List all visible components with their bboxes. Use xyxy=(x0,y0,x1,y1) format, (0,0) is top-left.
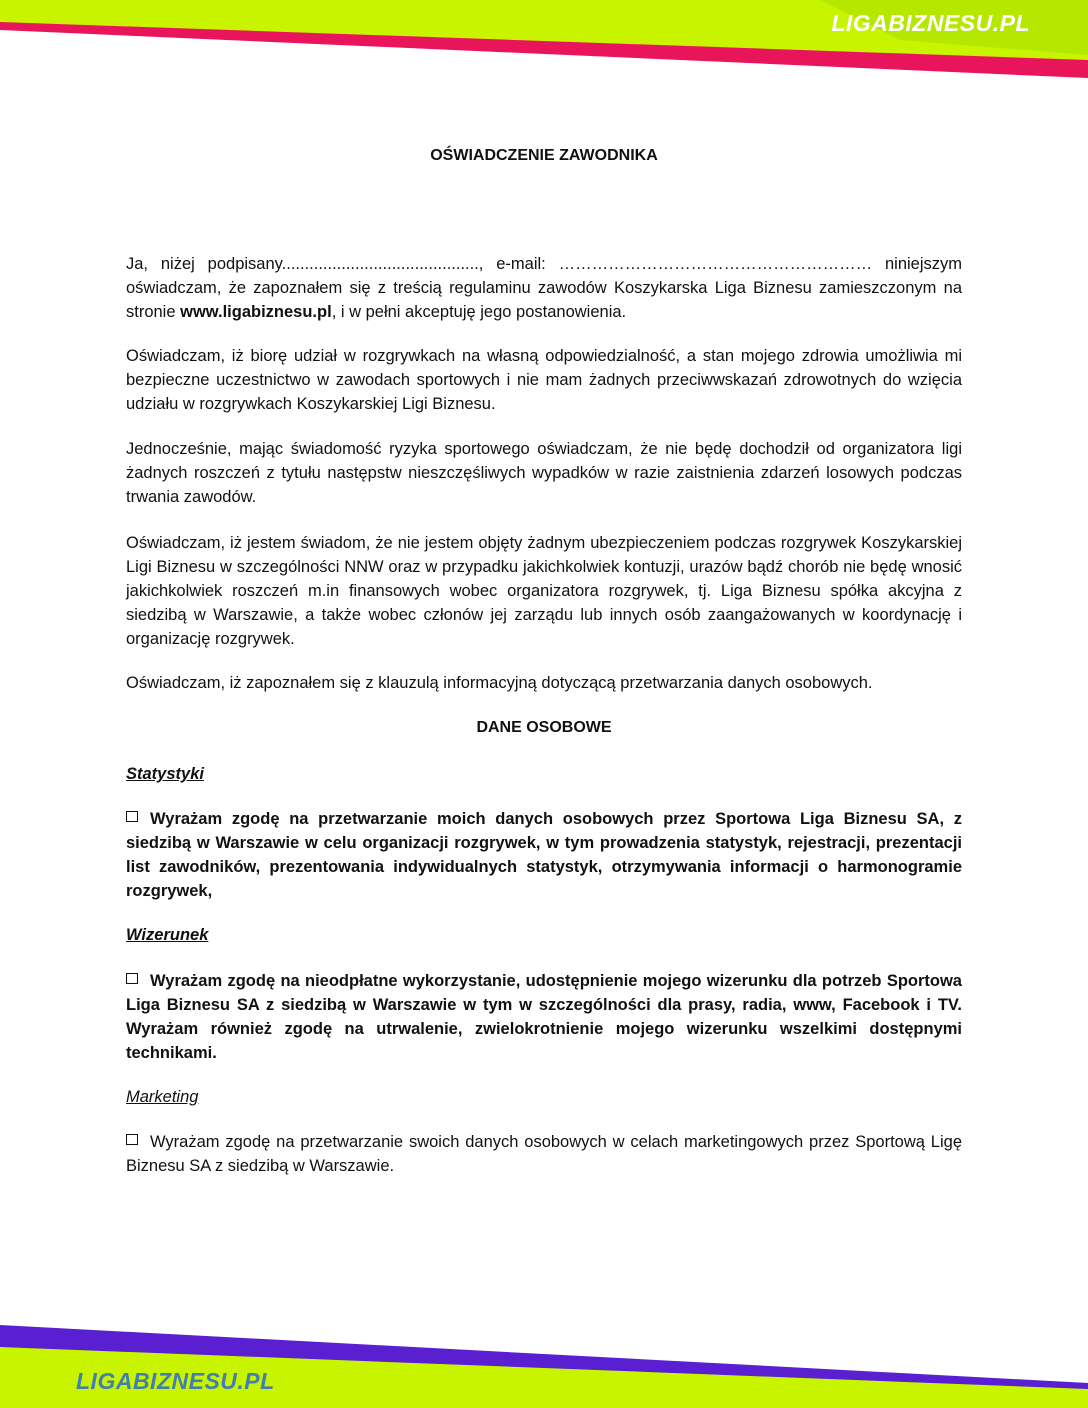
website-link[interactable]: www.ligabiznesu.pl xyxy=(180,303,332,321)
consent-heading-statistics: Statystyki xyxy=(126,765,204,783)
consent-statistics xyxy=(126,807,962,903)
brand-logo-top[interactable]: LIGABIZNESU.PL xyxy=(831,10,1030,36)
intro-paragraph xyxy=(126,252,962,324)
intro-text-part2: , i w pełni akceptuję jego postanowienia. xyxy=(331,303,627,321)
checkbox-image[interactable] xyxy=(126,973,138,984)
consent-heading-marketing: Marketing xyxy=(126,1088,199,1106)
consent-statistics-text: Wyrażam zgodę na przetwarzanie moich danych osobowych przez Sportowa Liga Biznesu SA, z siedzibą w Warszawie w celu organizacji rozgrywek, w tym prowadzenia statystyk, rejestracji, prezentacji list zawodników, prezentowania indywidualnych statystyk, otrzymywania informacji o harmonogramie rozgrywek, xyxy=(126,810,962,900)
checkbox-marketing[interactable] xyxy=(126,1134,138,1145)
consent-image-text: Wyrażam zgodę na nieodpłatne wykorzystanie, udostępnienie mojego wizerunku dla potrzeb Sportowa Liga Biznesu SA z siedzibą w Warszawie w tym w szczególności dla prasy, radia, www, Facebook i TV. Wyrażam również zgodę na utrwalenie, zwielokrotnienie mojego wizerunku wszelkimi dostępnymi technikami. xyxy=(126,972,962,1062)
gdpr-paragraph: Oświadczam, iż zapoznałem się z klauzulą informacyjną dotyczącą przetwarzania danych osobowych. xyxy=(126,674,873,692)
consent-marketing xyxy=(126,1130,962,1178)
consent-marketing-text: Wyrażam zgodę na przetwarzanie swoich danych osobowych w celach marketingowych przez Sportową Ligę Biznesu SA z siedzibą w Warszawie. xyxy=(126,1133,962,1175)
intro-text-part1: Ja, niżej podpisany..........................................., e-mail: ………………………………………………… niniejszym oświadczam, że zapoznałem się z treścią regulaminu zawodów Koszykarska Liga Biznesu zamieszczonym na stronie xyxy=(126,255,962,321)
footer-band-graphic xyxy=(0,1325,1088,1408)
brand-logo-bottom[interactable]: LIGABIZNESU.PL xyxy=(76,1368,275,1394)
consent-image xyxy=(126,969,962,1065)
health-paragraph: Oświadczam, iż biorę udział w rozgrywkach na własną odpowiedzialność, a stan mojego zdrowia umożliwia mi bezpieczne uczestnictwo w zawodach sportowych i nie mam żadnych przeciwwskazań zdrowotnych do wzięcia udziału w rozgrywkach Koszykarskiej Ligi Biznesu. xyxy=(126,347,962,413)
insurance-paragraph: Oświadczam, iż jestem świadom, że nie jestem objęty żadnym ubezpieczeniem podczas rozgrywek Koszykarskiej Ligi Biznesu w szczególności NNW oraz w przypadku jakichkolwiek kontuzji, urazów bądź chorób nie będę wnosić jakichkolwiek roszczeń m.in finansowych wobec organizatora rozgrywek, tj. Liga Biznesu spółka akcyjna z siedzibą w Warszawie, a także wobec członów jej zarządu lub innych osób zaangażowanych w koordynację i organizację rozgrywek. xyxy=(126,534,962,648)
consent-heading-image: Wizerunek xyxy=(126,926,209,944)
checkbox-statistics[interactable] xyxy=(126,811,138,822)
liability-paragraph: Jednocześnie, mając świadomość ryzyka sportowego oświadczam, że nie będę dochodził od organizatora ligi żadnych roszczeń z tytułu następstw nieszczęśliwych wypadków w razie zaistnienia zdarzeń losowych podczas trwania zawodów. xyxy=(126,440,962,506)
document-title: OŚWIADCZENIE ZAWODNIKA xyxy=(430,147,658,164)
section-title: DANE OSOBOWE xyxy=(476,719,612,736)
footer-band xyxy=(0,1325,1088,1408)
